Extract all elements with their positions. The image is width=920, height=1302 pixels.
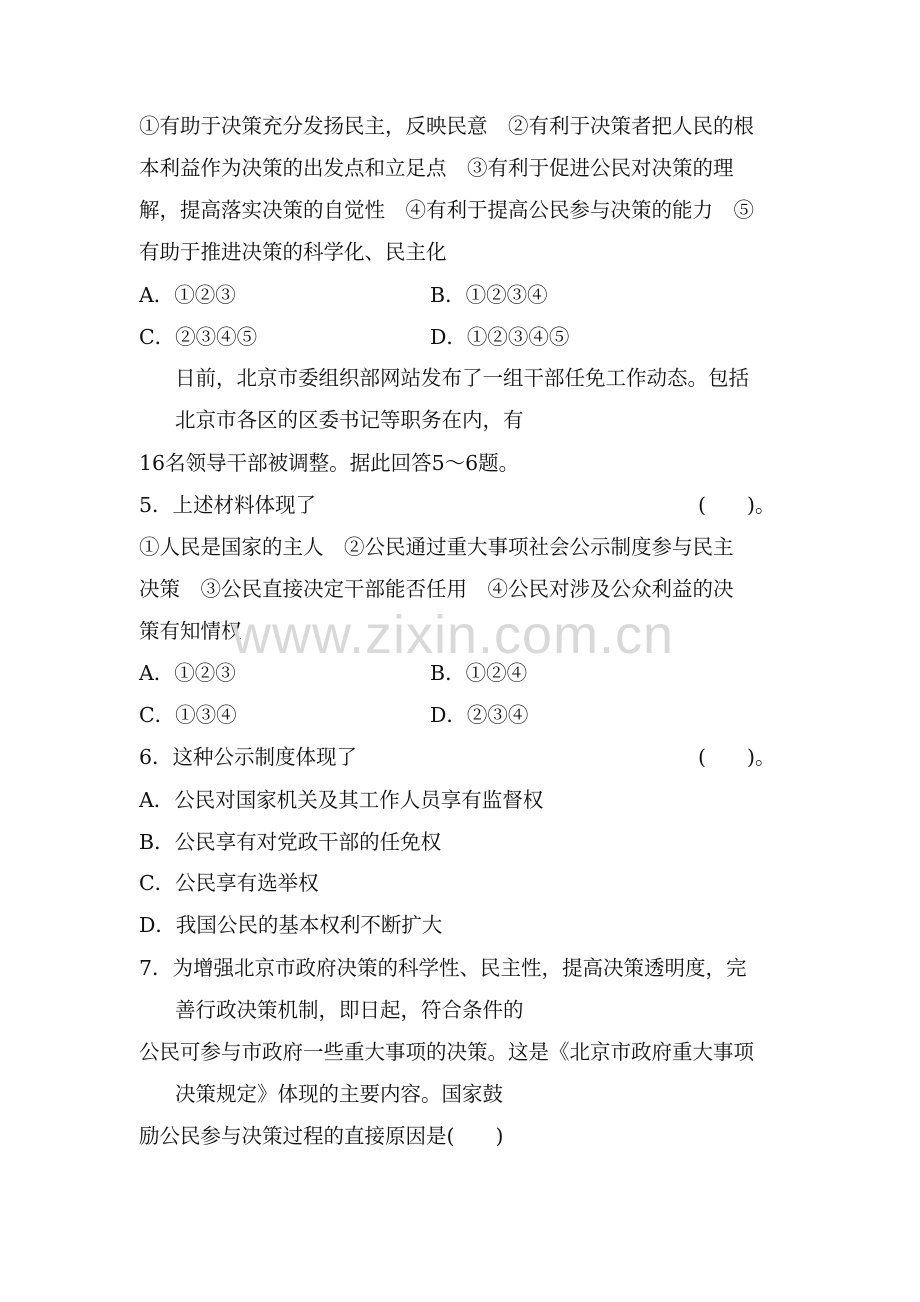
q4-option-line-4: 有助于推进决策的科学化、民主化 bbox=[139, 240, 447, 264]
watermark: www.zixin.com.cn bbox=[232, 605, 675, 665]
q6-choice-b: B．公民享有对党政干部的任免权 bbox=[139, 830, 442, 854]
q4-option-line-1: ①有助于决策充分发扬民主，反映民意 ②有利于决策者把人民的根 bbox=[139, 114, 754, 138]
q6-stem: 6．这种公示制度体现了 bbox=[139, 745, 358, 769]
q6-choice-a: A．公民对国家机关及其工作人员享有监督权 bbox=[139, 788, 544, 812]
q5-choice-c: C．①③④ bbox=[139, 703, 237, 727]
q7-stem-line-5: 励公民参与决策过程的直接原因是( ) bbox=[139, 1124, 504, 1148]
material-line-3: 16名领导干部被调整。据此回答5～6题。 bbox=[139, 451, 520, 475]
q4-option-line-3: 解，提高落实决策的自觉性 ④有利于提高公民参与决策的能力 ⑤ bbox=[139, 198, 754, 222]
q4-choice-d: D．①②③④⑤ bbox=[430, 325, 570, 349]
q7-stem-line-1: 7．为增强北京市政府决策的科学性、民主性，提高决策透明度，完 bbox=[139, 956, 747, 980]
material-line-2: 北京市各区的区委书记等职务在内，有 bbox=[175, 408, 524, 432]
q5-answer-blank: ( )。 bbox=[698, 493, 776, 517]
q5-choice-d: D．②③④ bbox=[430, 703, 529, 727]
q4-option-line-2: 本利益作为决策的出发点和立足点 ③有利于促进公民对决策的理 bbox=[139, 156, 734, 180]
q4-choice-a: A．①②③ bbox=[139, 283, 236, 307]
q5-option-line-2: 决策 ③公民直接决定干部能否任用 ④公民对涉及公众利益的决 bbox=[139, 577, 734, 601]
q7-stem-line-3: 公民可参与市政府一些重大事项的决策。这是《北京市政府重大事项 bbox=[139, 1040, 754, 1064]
q5-option-line-3: 策有知情权 bbox=[139, 619, 242, 643]
q6-answer-blank: ( )。 bbox=[698, 745, 776, 769]
q5-option-line-1: ①人民是国家的主人 ②公民通过重大事项社会公示制度参与民主 bbox=[139, 535, 734, 559]
q5-choice-a: A．①②③ bbox=[139, 661, 236, 685]
q6-choice-c: C．公民享有选举权 bbox=[139, 871, 319, 895]
q5-choice-b: B．①②④ bbox=[430, 661, 528, 685]
q4-choice-b: B．①②③④ bbox=[430, 283, 548, 307]
q7-stem-line-2: 善行政决策机制，即日起，符合条件的 bbox=[175, 998, 524, 1022]
q6-choice-d: D．我国公民的基本权利不断扩大 bbox=[139, 913, 443, 937]
q5-stem: 5．上述材料体现了 bbox=[139, 493, 317, 517]
q4-choice-c: C．②③④⑤ bbox=[139, 325, 258, 349]
q7-stem-line-4: 决策规定》体现的主要内容。国家鼓 bbox=[175, 1082, 503, 1106]
material-line-1: 日前，北京市委组织部网站发布了一组干部任免工作动态。包括 bbox=[175, 366, 749, 390]
